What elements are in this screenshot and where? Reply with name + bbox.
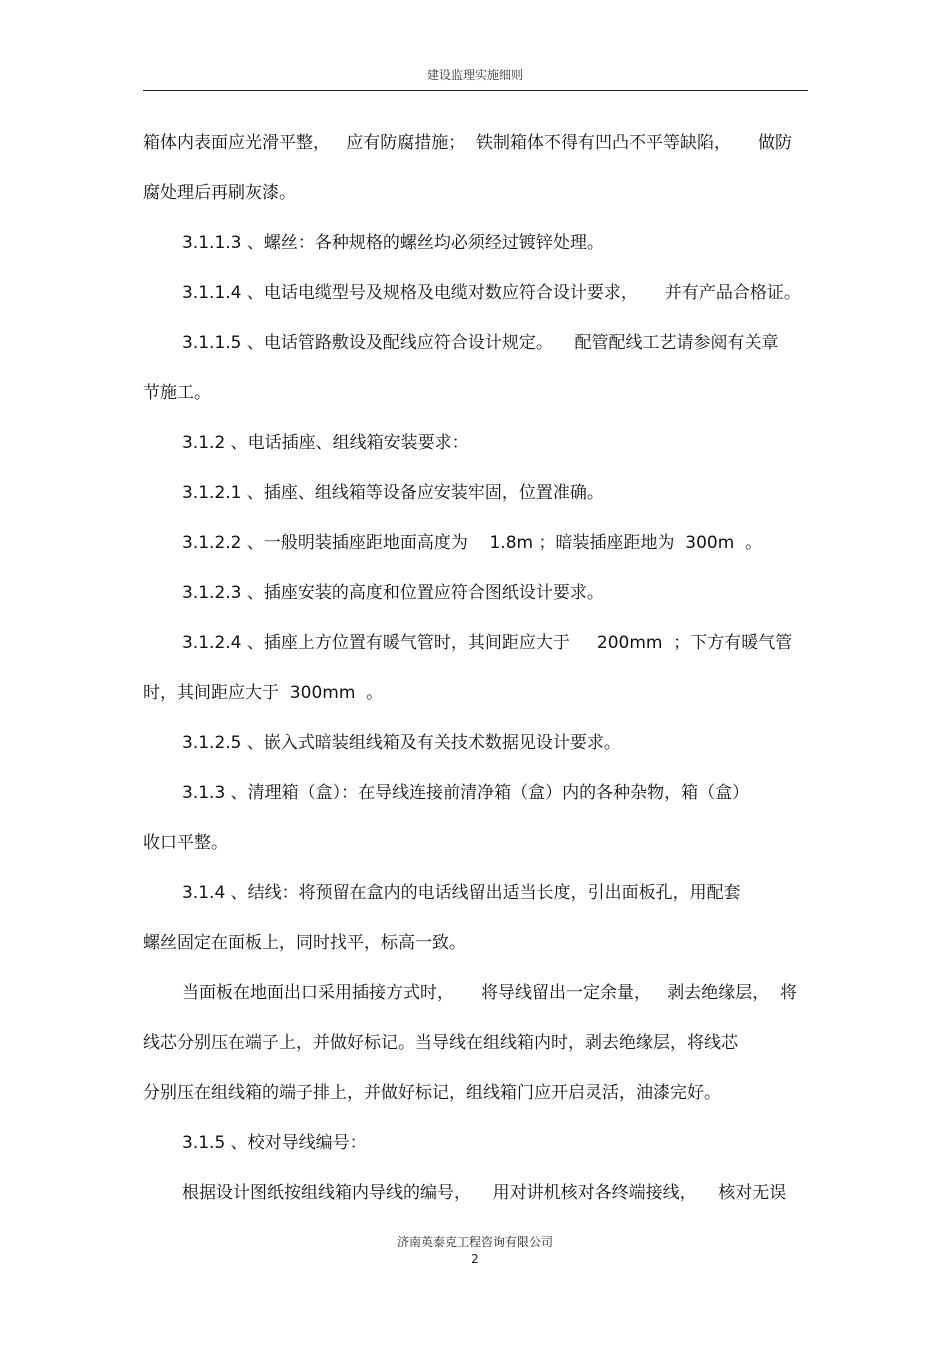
text-line: 3.1.1.3 、螺丝：各种规格的螺丝均必须经过镀锌处理。 <box>182 233 604 253</box>
text-line: 时，其间距应大于 300mm 。 <box>143 683 384 703</box>
text-line: 收口平整。 <box>143 833 228 853</box>
text-line: 分别压在组线箱的端子排上，并做好标记，组线箱门应开启灵活，油漆完好。 <box>143 1083 721 1103</box>
text-line: 根据设计图纸按组线箱内导线的编号， 用对讲机核对各终端接线， 核对无误 <box>182 1183 787 1203</box>
header-divider <box>143 90 808 91</box>
text-line: 3.1.3 、清理箱（盒）：在导线连接前清净箱（盒）内的各种杂物，箱（盒） <box>182 783 750 803</box>
text-line: 3.1.2 、电话插座、组线箱安装要求： <box>182 433 469 453</box>
text-line: 线芯分别压在端子上，并做好标记。当导线在组线箱内时，剥去绝缘层，将线芯 <box>143 1033 738 1053</box>
text-line: 腐处理后再刷灰漆。 <box>143 183 296 203</box>
text-line: 3.1.2.1 、插座、组线箱等设备应安装牢固，位置准确。 <box>182 483 604 503</box>
text-line: 3.1.5 、校对导线编号： <box>182 1133 367 1153</box>
page-header-title: 建设监理实施细则 <box>426 68 523 82</box>
text-line: 3.1.2.2 、一般明装插座距地面高度为 1.8m ；暗装插座距地为 300m 。 <box>182 533 763 553</box>
text-line: 当面板在地面出口采用插接方式时， 将导线留出一定余量， 剥去绝缘层， 将 <box>182 983 798 1003</box>
text-line: 3.1.2.3 、插座安装的高度和位置应符合图纸设计要求。 <box>182 583 604 603</box>
text-line: 螺丝固定在面板上，同时找平，标高一致。 <box>143 933 466 953</box>
text-line: 3.1.1.4 、电话电缆型号及规格及电缆对数应符合设计要求， 并有产品合格证。 <box>182 283 801 303</box>
text-line: 3.1.2.4 、插座上方位置有暖气管时，其间距应大于 200mm ；下方有暖气管 <box>182 633 793 653</box>
text-line: 3.1.1.5 、电话管路敷设及配线应符合设计规定。 配管配线工艺请参阅有关章 <box>182 333 779 353</box>
footer-company-name: 济南英泰克工程咨询有限公司 <box>396 1235 553 1249</box>
page-number: 2 <box>471 1252 479 1266</box>
text-line: 3.1.2.5 、嵌入式暗装组线箱及有关技术数据见设计要求。 <box>182 733 621 753</box>
text-line: 3.1.4 、结线：将预留在盒内的电话线留出适当长度，引出面板孔，用配套 <box>182 883 741 903</box>
text-line: 节施工。 <box>143 383 211 403</box>
text-line: 箱体内表面应光滑平整， 应有防腐措施； 铁制箱体不得有凹凸不平等缺陷， 做防 <box>143 133 793 153</box>
